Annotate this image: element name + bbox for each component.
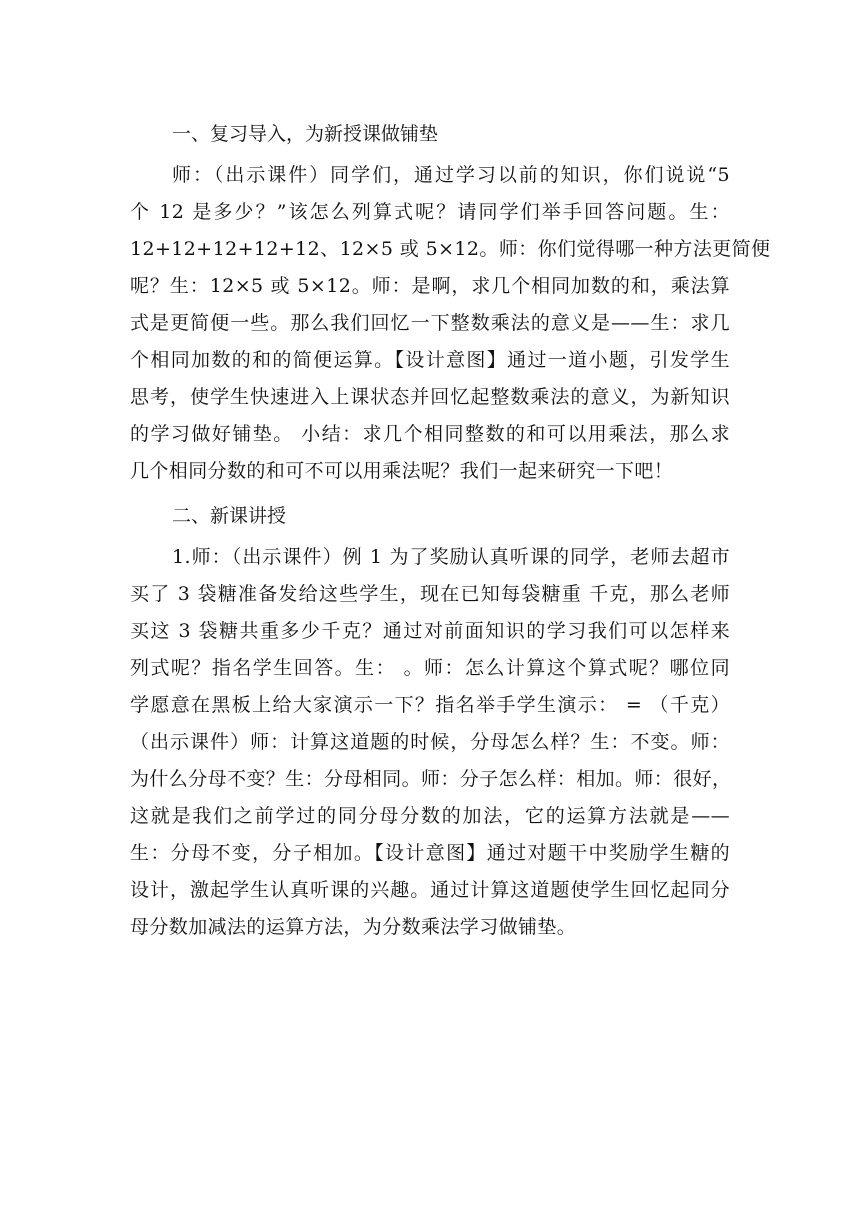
document-page — [130, 110, 771, 946]
paragraph-line: 几个相同分数的和可不可以用乘法呢？我们一起来研究一下吧！ — [130, 460, 674, 482]
paragraph-line: 设计，激起学生认真听课的兴趣。通过计算这道题使学生回忆起同分 — [130, 879, 730, 901]
paragraph-line: 为什么分母不变？生：分母相同。师：分子怎么样：相加。师：很好， — [130, 768, 732, 790]
paragraph-line: 学愿意在黑板上给大家演示一下？指名举手学生演示： = （千克） — [130, 694, 730, 716]
paragraph-line: 师：（出示课件）同学们，通过学习以前的知识，你们说说“5 — [172, 164, 730, 186]
paragraph-line: 个相同加数的和的简便运算。【设计意图】通过一道小题，引发学生 — [130, 349, 730, 371]
paragraph-line: 1.师：（出示课件）例 1 为了奖励认真听课的同学，老师去超市 — [172, 546, 730, 568]
paragraph-line: 生：分母不变，分子相加。【设计意图】通过对题干中奖励学生糖的 — [130, 842, 730, 864]
paragraph-line: 个 12 是多少？”该怎么列算式呢？请同学们举手回答问题。生： — [130, 201, 730, 223]
section-review — [130, 116, 771, 490]
paragraph-line: 这就是我们之前学过的同分母分数的加法，它的运算方法就是—— — [130, 805, 730, 827]
paragraph-line: 买这 3 袋糖共重多少千克？通过对前面知识的学习我们可以怎样来 — [130, 620, 730, 642]
paragraph-line: 式是更简便一些。那么我们回忆一下整数乘法的意义是——生：求几 — [130, 312, 730, 334]
paragraph-line: 列式呢？指名学生回答。生： 。师：怎么计算这个算式呢？哪位同 — [130, 657, 730, 679]
paragraph-line: 母分数加减法的运算方法，为分数乘法学习做铺垫。 — [130, 916, 577, 938]
paragraph-line: 买了 3 袋糖准备发给这些学生，现在已知每袋糖重 千克，那么老师 — [130, 583, 730, 605]
paragraph-line: 呢？生：12×5 或 5×12。师：是啊，求几个相同加数的和，乘法算 — [130, 275, 730, 297]
paragraph-line: 思考，使学生快速进入上课状态并回忆起整数乘法的意义，为新知识 — [130, 386, 730, 408]
section-new-lesson — [130, 498, 730, 946]
section-heading-review: 一、复习导入，为新授课做铺垫 — [172, 123, 439, 145]
paragraph-line: （出示课件）师：计算这道题的时候，分母怎么样？生：不变。师： — [130, 731, 730, 753]
paragraph-line: 12+12+12+12+12、12×5 或 5×12。师：你们觉得哪一种方法更简便 — [130, 238, 771, 260]
section-heading-new-lesson: 二、新课讲授 — [172, 505, 287, 527]
paragraph-line: 的学习做好铺垫。 小结：求几个相同整数的和可以用乘法，那么求 — [130, 423, 730, 445]
